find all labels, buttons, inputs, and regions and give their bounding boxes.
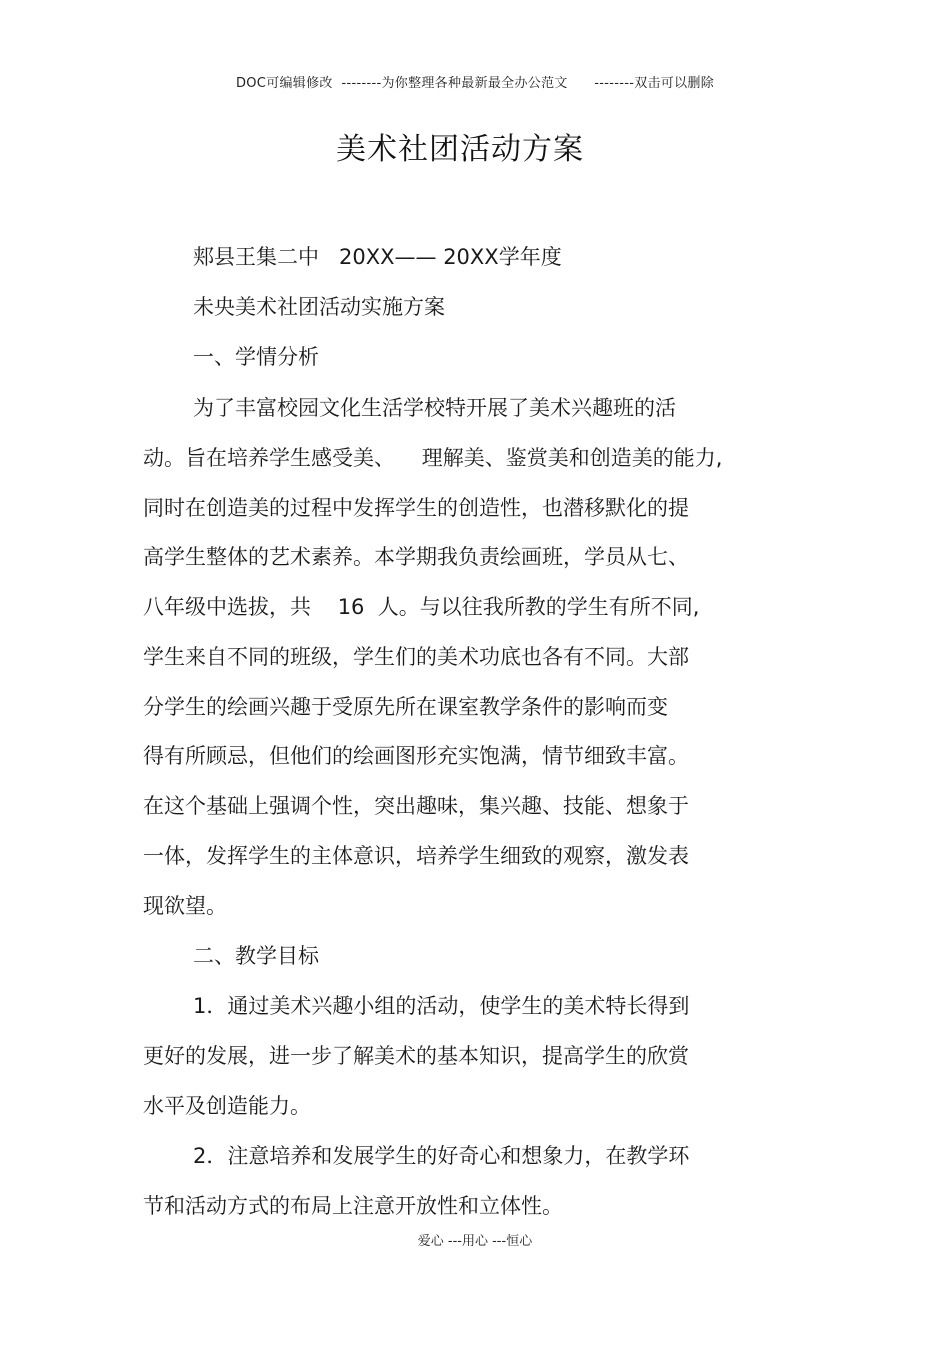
- paragraph-line: 学生来自不同的班级，学生们的美术功底也各有不同。大部: [143, 645, 689, 669]
- paragraph-line: 得有所顾忌，但他们的绘画图形充实饱满，情节细致丰富。: [143, 744, 689, 768]
- paragraph-line: 动。旨在培养学生感受美、 理解美、鉴赏美和创造美的能力,: [143, 446, 723, 470]
- paragraph-line: 一体，发挥学生的主体意识，培养学生细致的观察，激发表: [143, 844, 689, 868]
- document-title: 美术社团活动方案: [336, 132, 584, 167]
- paragraph-line: 高学生整体的艺术素养。本学期我负责绘画班，学员从七、: [143, 545, 689, 569]
- paragraph-line: 2．注意培养和发展学生的好奇心和想象力，在教学环: [193, 1144, 690, 1168]
- section-heading-1: 一、学情分析: [193, 345, 319, 369]
- paragraph-line: 分学生的绘画兴趣于受原先所在课室教学条件的影响而变: [143, 695, 668, 719]
- paragraph-line: 在这个基础上强调个性，突出趣味，集兴趣、技能、想象于: [143, 794, 689, 818]
- page-footer: 爱心 ---用心 ---恒心: [417, 1234, 533, 1249]
- school-year-line: 郏县王集二中 20XX—— 20XX学年度: [193, 245, 562, 269]
- plan-subtitle: 未央美术社团活动实施方案: [193, 295, 445, 319]
- paragraph-line: 现欲望。: [143, 894, 227, 918]
- paragraph-line: 更好的发展，进一步了解美术的基本知识，提高学生的欣赏: [143, 1044, 689, 1068]
- paragraph-line: 同时在创造美的过程中发挥学生的创造性，也潜移默化的提: [143, 496, 689, 520]
- paragraph-line: 节和活动方式的布局上注意开放性和立体性。: [143, 1194, 563, 1218]
- paragraph-line: 1．通过美术兴趣小组的活动，使学生的美术特长得到: [193, 994, 690, 1018]
- page-header: DOC可编辑修改 --------为你整理各种最新最全办公范文 --------双击可以删除: [235, 76, 715, 91]
- paragraph-line: 水平及创造能力。: [143, 1094, 311, 1118]
- paragraph-line: 八年级中选拔，共 16 人。与以往我所教的学生有所不同,: [143, 595, 700, 619]
- section-heading-2: 二、教学目标: [193, 944, 319, 968]
- paragraph-line: 为了丰富校园文化生活学校特开展了美术兴趣班的活: [193, 396, 676, 420]
